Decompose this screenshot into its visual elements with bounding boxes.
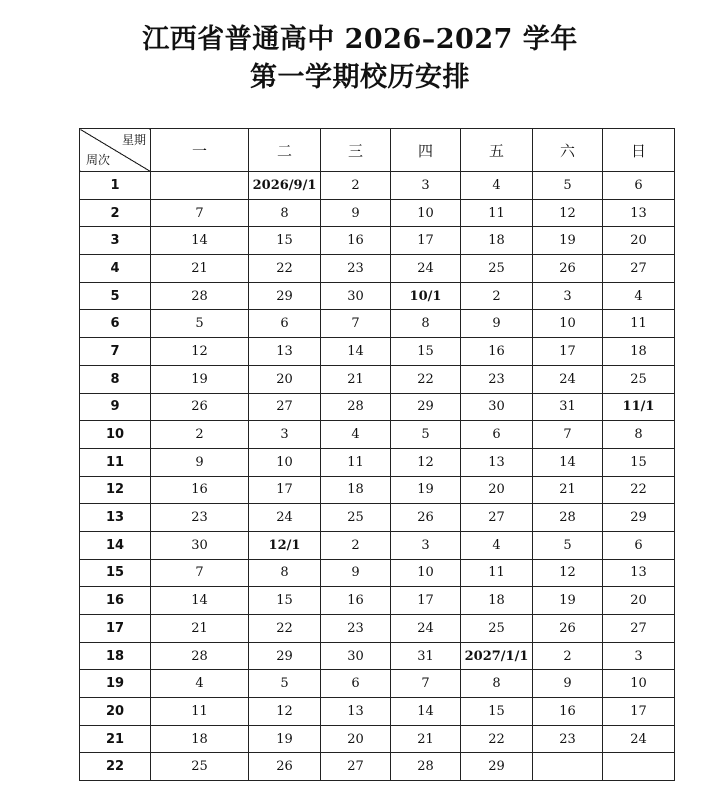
date-cell: 8 bbox=[249, 559, 321, 587]
date-cell bbox=[603, 753, 675, 781]
date-cell: 22 bbox=[391, 365, 461, 393]
date-cell: 15 bbox=[461, 698, 533, 726]
week-number-cell: 1 bbox=[80, 172, 151, 200]
weekday-header: 三 bbox=[321, 129, 391, 172]
weekday-header: 五 bbox=[461, 129, 533, 172]
date-cell: 9 bbox=[533, 670, 603, 698]
date-cell: 11 bbox=[461, 199, 533, 227]
date-cell: 12 bbox=[151, 338, 249, 366]
table-row bbox=[80, 338, 675, 366]
week-number-cell: 22 bbox=[80, 753, 151, 781]
date-cell: 5 bbox=[151, 310, 249, 338]
date-cell: 10 bbox=[391, 559, 461, 587]
date-cell: 24 bbox=[391, 615, 461, 643]
date-cell: 6 bbox=[603, 172, 675, 200]
date-cell: 25 bbox=[603, 365, 675, 393]
date-cell: 29 bbox=[249, 282, 321, 310]
table-row bbox=[80, 365, 675, 393]
week-number-cell: 2 bbox=[80, 199, 151, 227]
date-cell: 13 bbox=[321, 698, 391, 726]
table-row bbox=[80, 615, 675, 643]
date-cell: 4 bbox=[151, 670, 249, 698]
date-cell: 27 bbox=[603, 615, 675, 643]
date-cell: 2 bbox=[533, 642, 603, 670]
date-cell: 25 bbox=[461, 255, 533, 283]
date-cell: 25 bbox=[321, 504, 391, 532]
date-cell: 16 bbox=[533, 698, 603, 726]
week-number-cell: 3 bbox=[80, 227, 151, 255]
table-row bbox=[80, 587, 675, 615]
table-row bbox=[80, 282, 675, 310]
table-row bbox=[80, 670, 675, 698]
date-cell: 8 bbox=[249, 199, 321, 227]
date-cell: 26 bbox=[533, 615, 603, 643]
date-cell: 23 bbox=[533, 725, 603, 753]
week-number-cell: 14 bbox=[80, 531, 151, 559]
date-cell: 9 bbox=[321, 559, 391, 587]
date-cell: 20 bbox=[603, 227, 675, 255]
date-cell: 9 bbox=[151, 448, 249, 476]
date-cell: 3 bbox=[533, 282, 603, 310]
week-number-cell: 7 bbox=[80, 338, 151, 366]
date-cell: 27 bbox=[461, 504, 533, 532]
week-number-cell: 8 bbox=[80, 365, 151, 393]
date-cell: 28 bbox=[321, 393, 391, 421]
date-cell: 30 bbox=[461, 393, 533, 421]
date-cell: 7 bbox=[391, 670, 461, 698]
date-cell: 8 bbox=[461, 670, 533, 698]
date-cell: 18 bbox=[321, 476, 391, 504]
date-cell: 14 bbox=[151, 227, 249, 255]
date-cell: 7 bbox=[151, 559, 249, 587]
date-cell: 20 bbox=[603, 587, 675, 615]
weekday-header: 四 bbox=[391, 129, 461, 172]
date-cell: 2 bbox=[321, 172, 391, 200]
calendar-body bbox=[80, 172, 675, 781]
date-cell: 2 bbox=[461, 282, 533, 310]
date-cell: 12 bbox=[391, 448, 461, 476]
date-cell: 13 bbox=[603, 559, 675, 587]
date-cell: 14 bbox=[151, 587, 249, 615]
table-row bbox=[80, 531, 675, 559]
date-cell: 9 bbox=[461, 310, 533, 338]
weekday-axis-label: 星期 bbox=[121, 133, 146, 147]
date-cell: 4 bbox=[461, 172, 533, 200]
date-cell: 21 bbox=[391, 725, 461, 753]
date-cell: 8 bbox=[603, 421, 675, 449]
date-cell: 27 bbox=[249, 393, 321, 421]
date-cell: 18 bbox=[461, 227, 533, 255]
date-cell: 26 bbox=[249, 753, 321, 781]
date-cell: 16 bbox=[321, 587, 391, 615]
date-cell: 26 bbox=[151, 393, 249, 421]
date-cell: 10 bbox=[391, 199, 461, 227]
date-cell: 14 bbox=[321, 338, 391, 366]
date-cell: 21 bbox=[321, 365, 391, 393]
table-row bbox=[80, 199, 675, 227]
date-cell: 20 bbox=[461, 476, 533, 504]
date-cell: 20 bbox=[249, 365, 321, 393]
date-cell: 22 bbox=[461, 725, 533, 753]
date-cell: 23 bbox=[461, 365, 533, 393]
date-cell: 18 bbox=[151, 725, 249, 753]
week-number-cell: 13 bbox=[80, 504, 151, 532]
date-cell: 27 bbox=[321, 753, 391, 781]
date-cell: 3 bbox=[603, 642, 675, 670]
date-cell: 4 bbox=[321, 421, 391, 449]
date-cell: 29 bbox=[603, 504, 675, 532]
date-cell: 18 bbox=[603, 338, 675, 366]
date-cell: 12 bbox=[249, 698, 321, 726]
date-cell: 5 bbox=[533, 172, 603, 200]
date-cell: 24 bbox=[249, 504, 321, 532]
table-row bbox=[80, 725, 675, 753]
date-cell: 18 bbox=[461, 587, 533, 615]
header-row bbox=[80, 129, 675, 172]
week-number-cell: 5 bbox=[80, 282, 151, 310]
date-cell: 12/1 bbox=[249, 531, 321, 559]
date-cell: 5 bbox=[533, 531, 603, 559]
weekday-header: 六 bbox=[533, 129, 603, 172]
date-cell: 22 bbox=[603, 476, 675, 504]
date-cell: 17 bbox=[533, 338, 603, 366]
date-cell: 21 bbox=[151, 615, 249, 643]
date-cell: 24 bbox=[603, 725, 675, 753]
date-cell: 29 bbox=[249, 642, 321, 670]
date-cell: 13 bbox=[249, 338, 321, 366]
date-cell: 31 bbox=[391, 642, 461, 670]
date-cell: 21 bbox=[533, 476, 603, 504]
week-number-cell: 4 bbox=[80, 255, 151, 283]
date-cell: 19 bbox=[249, 725, 321, 753]
week-number-cell: 12 bbox=[80, 476, 151, 504]
date-cell: 5 bbox=[391, 421, 461, 449]
table-row bbox=[80, 642, 675, 670]
date-cell: 30 bbox=[151, 531, 249, 559]
corner-header-cell bbox=[80, 129, 151, 172]
date-cell: 9 bbox=[321, 199, 391, 227]
date-cell: 17 bbox=[603, 698, 675, 726]
date-cell: 27 bbox=[603, 255, 675, 283]
date-cell: 12 bbox=[533, 559, 603, 587]
date-cell: 30 bbox=[321, 642, 391, 670]
week-number-cell: 19 bbox=[80, 670, 151, 698]
date-cell: 15 bbox=[603, 448, 675, 476]
date-cell: 28 bbox=[391, 753, 461, 781]
date-cell: 11/1 bbox=[603, 393, 675, 421]
date-cell: 25 bbox=[461, 615, 533, 643]
date-cell: 7 bbox=[321, 310, 391, 338]
date-cell: 7 bbox=[533, 421, 603, 449]
week-number-cell: 16 bbox=[80, 587, 151, 615]
date-cell: 4 bbox=[461, 531, 533, 559]
date-cell: 28 bbox=[151, 642, 249, 670]
table-row bbox=[80, 255, 675, 283]
date-cell: 11 bbox=[321, 448, 391, 476]
page-subtitle: 第一学期校历安排 bbox=[250, 62, 470, 93]
date-cell: 19 bbox=[391, 476, 461, 504]
date-cell: 7 bbox=[151, 199, 249, 227]
date-cell: 14 bbox=[391, 698, 461, 726]
date-cell: 3 bbox=[391, 531, 461, 559]
week-number-cell: 11 bbox=[80, 448, 151, 476]
table-row bbox=[80, 448, 675, 476]
date-cell: 2027/1/1 bbox=[461, 642, 533, 670]
date-cell: 11 bbox=[603, 310, 675, 338]
week-number-cell: 10 bbox=[80, 421, 151, 449]
date-cell: 3 bbox=[391, 172, 461, 200]
weekday-header: 日 bbox=[603, 129, 675, 172]
week-number-cell: 17 bbox=[80, 615, 151, 643]
date-cell: 6 bbox=[249, 310, 321, 338]
page-title: 江西省普通高中 2026–2027 学年 bbox=[142, 24, 578, 55]
date-cell: 11 bbox=[151, 698, 249, 726]
date-cell: 2 bbox=[321, 531, 391, 559]
date-cell: 15 bbox=[391, 338, 461, 366]
date-cell: 10/1 bbox=[391, 282, 461, 310]
date-cell bbox=[533, 753, 603, 781]
table-row bbox=[80, 698, 675, 726]
date-cell: 28 bbox=[533, 504, 603, 532]
date-cell: 6 bbox=[321, 670, 391, 698]
date-cell: 10 bbox=[533, 310, 603, 338]
week-number-cell: 18 bbox=[80, 642, 151, 670]
date-cell: 15 bbox=[249, 587, 321, 615]
date-cell: 22 bbox=[249, 615, 321, 643]
table-row bbox=[80, 421, 675, 449]
date-cell: 30 bbox=[321, 282, 391, 310]
date-cell: 14 bbox=[533, 448, 603, 476]
school-calendar-table bbox=[79, 128, 675, 781]
week-number-cell: 15 bbox=[80, 559, 151, 587]
date-cell: 16 bbox=[461, 338, 533, 366]
weekday-header: 一 bbox=[151, 129, 249, 172]
date-cell: 6 bbox=[461, 421, 533, 449]
week-number-cell: 20 bbox=[80, 698, 151, 726]
date-cell: 17 bbox=[249, 476, 321, 504]
date-cell: 23 bbox=[321, 615, 391, 643]
date-cell: 24 bbox=[533, 365, 603, 393]
table-row bbox=[80, 227, 675, 255]
table-row bbox=[80, 753, 675, 781]
date-cell: 4 bbox=[603, 282, 675, 310]
date-cell: 28 bbox=[151, 282, 249, 310]
date-cell: 23 bbox=[321, 255, 391, 283]
date-cell: 25 bbox=[151, 753, 249, 781]
date-cell: 16 bbox=[151, 476, 249, 504]
week-number-cell: 21 bbox=[80, 725, 151, 753]
date-cell: 20 bbox=[321, 725, 391, 753]
week-number-cell: 9 bbox=[80, 393, 151, 421]
date-cell: 21 bbox=[151, 255, 249, 283]
date-cell: 6 bbox=[603, 531, 675, 559]
date-cell: 15 bbox=[249, 227, 321, 255]
date-cell: 26 bbox=[533, 255, 603, 283]
date-cell: 29 bbox=[461, 753, 533, 781]
date-cell: 10 bbox=[603, 670, 675, 698]
date-cell: 17 bbox=[391, 587, 461, 615]
date-cell: 17 bbox=[391, 227, 461, 255]
table-row bbox=[80, 504, 675, 532]
date-cell bbox=[151, 172, 249, 200]
date-cell: 13 bbox=[461, 448, 533, 476]
date-cell: 24 bbox=[391, 255, 461, 283]
date-cell: 19 bbox=[151, 365, 249, 393]
table-row bbox=[80, 559, 675, 587]
date-cell: 19 bbox=[533, 227, 603, 255]
week-axis-label: 周次 bbox=[86, 153, 111, 167]
date-cell: 12 bbox=[533, 199, 603, 227]
week-number-cell: 6 bbox=[80, 310, 151, 338]
date-cell: 3 bbox=[249, 421, 321, 449]
date-cell: 10 bbox=[249, 448, 321, 476]
date-cell: 8 bbox=[391, 310, 461, 338]
date-cell: 13 bbox=[603, 199, 675, 227]
date-cell: 2026/9/1 bbox=[249, 172, 321, 200]
date-cell: 22 bbox=[249, 255, 321, 283]
table-row bbox=[80, 476, 675, 504]
date-cell: 11 bbox=[461, 559, 533, 587]
date-cell: 16 bbox=[321, 227, 391, 255]
table-row bbox=[80, 172, 675, 200]
date-cell: 5 bbox=[249, 670, 321, 698]
date-cell: 26 bbox=[391, 504, 461, 532]
date-cell: 31 bbox=[533, 393, 603, 421]
date-cell: 23 bbox=[151, 504, 249, 532]
table-row bbox=[80, 393, 675, 421]
table-row bbox=[80, 310, 675, 338]
weekday-header: 二 bbox=[249, 129, 321, 172]
date-cell: 2 bbox=[151, 421, 249, 449]
date-cell: 29 bbox=[391, 393, 461, 421]
date-cell: 19 bbox=[533, 587, 603, 615]
